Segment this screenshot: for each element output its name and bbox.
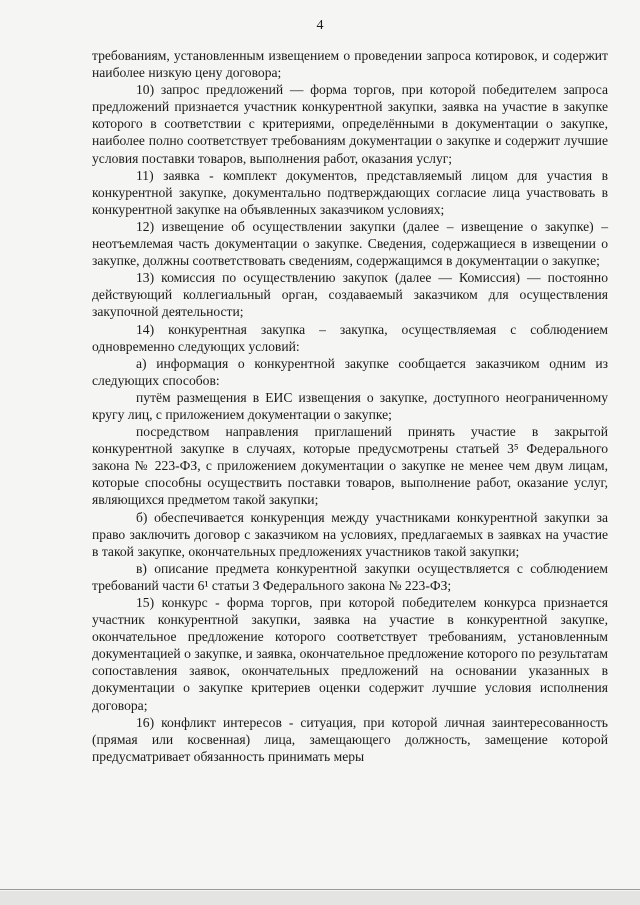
paragraph-item-13: 13) комиссия по осуществлению закупок (далее — Комиссия) — постоянно действующий коллегиальный орган, создаваемый заказчиком для осуществления закупочной деятельности;: [92, 270, 608, 320]
paragraph-continuation: требованиям, установленным извещением о проведении запроса котировок, и содержит наиболее низкую цену договора;: [92, 48, 608, 81]
paragraph-item-12: 12) извещение об осуществлении закупки (далее – извещение о закупке) – неотъемлемая часть документации о закупке. Сведения, содержащиеся в извещении о закупке, должны соответствовать сведениям, содержащимся в документации о закупке;: [92, 218, 608, 269]
scan-edge-line: [0, 889, 640, 890]
paragraph-method-2: посредством направления приглашений принять участие в закрытой конкурентной закупке в случаях, которые предусмотрены статьей 3⁵ Федерального закона № 223-ФЗ, с приложением документации о закупке не менее чем двум лицам, которые способны осуществить поставки товаров, выполнение работ, оказание услуг, являющихся предметом такой закупки;: [92, 424, 608, 508]
paragraph-item-14b: б) обеспечивается конкуренция между участниками конкурентной закупки за право заключить договор с заказчиком на условиях, предлагаемых в заявках на участие в такой закупке, окончательных предложениях участников такой закупки;: [92, 509, 608, 559]
paragraph-item-14a: а) информация о конкурентной закупке сообщается заказчиком одним из следующих способов:: [92, 355, 608, 388]
page-number: 4: [316, 18, 324, 33]
paragraph-item-15: 15) конкурс - форма торгов, при которой победителем конкурса признается участник конкурентной закупки, заявка на участие в конкурентной закупке, окончательное предложение которого соответствует требованиям, установленным документацией о закупке, и заявка, окончательное предложение которого по результатам сопоставления заявок, окончательных предложений на основании указанных в документации о закупке критериев оценки содержит лучшие условия исполнения договора;: [92, 595, 608, 713]
scan-edge-band: [0, 891, 640, 905]
paragraph-item-14: 14) конкурентная закупка – закупка, осуществляемая с соблюдением одновременно следующих условий:: [92, 321, 608, 354]
document-body: [92, 47, 608, 765]
paragraph-item-16: 16) конфликт интересов - ситуация, при которой личная заинтересованность (прямая или косвенная) лица, замещающего должность, замещение которой предусматривает обязанность принимать меры: [92, 714, 608, 764]
paragraph-item-11: 11) заявка - комплект документов, представляемый лицом для участия в конкурентной закупке, документально подтверждающих согласие лица участвовать в конкурентной закупке на объявленных заказчиком условиях;: [92, 167, 608, 217]
paragraph-item-10: 10) запрос предложений — форма торгов, при которой победителем запроса предложений признается участник конкурентной закупки, заявка на участие в закупке которого в соответствии с критериями, определёнными в документации о закупке, наиболее полно соответствует требованиям документации о закупке и содержит лучшие условия поставки товаров, выполнения работ, оказания услуг;: [92, 82, 608, 166]
paragraph-method-1: путём размещения в ЕИС извещения о закупке, доступного неограниченному кругу лиц, с приложением документации о закупке;: [92, 389, 608, 422]
paragraph-item-14v: в) описание предмета конкурентной закупки осуществляется с соблюдением требований части 6¹ статьи 3 Федерального закона № 223-ФЗ;: [92, 560, 608, 593]
